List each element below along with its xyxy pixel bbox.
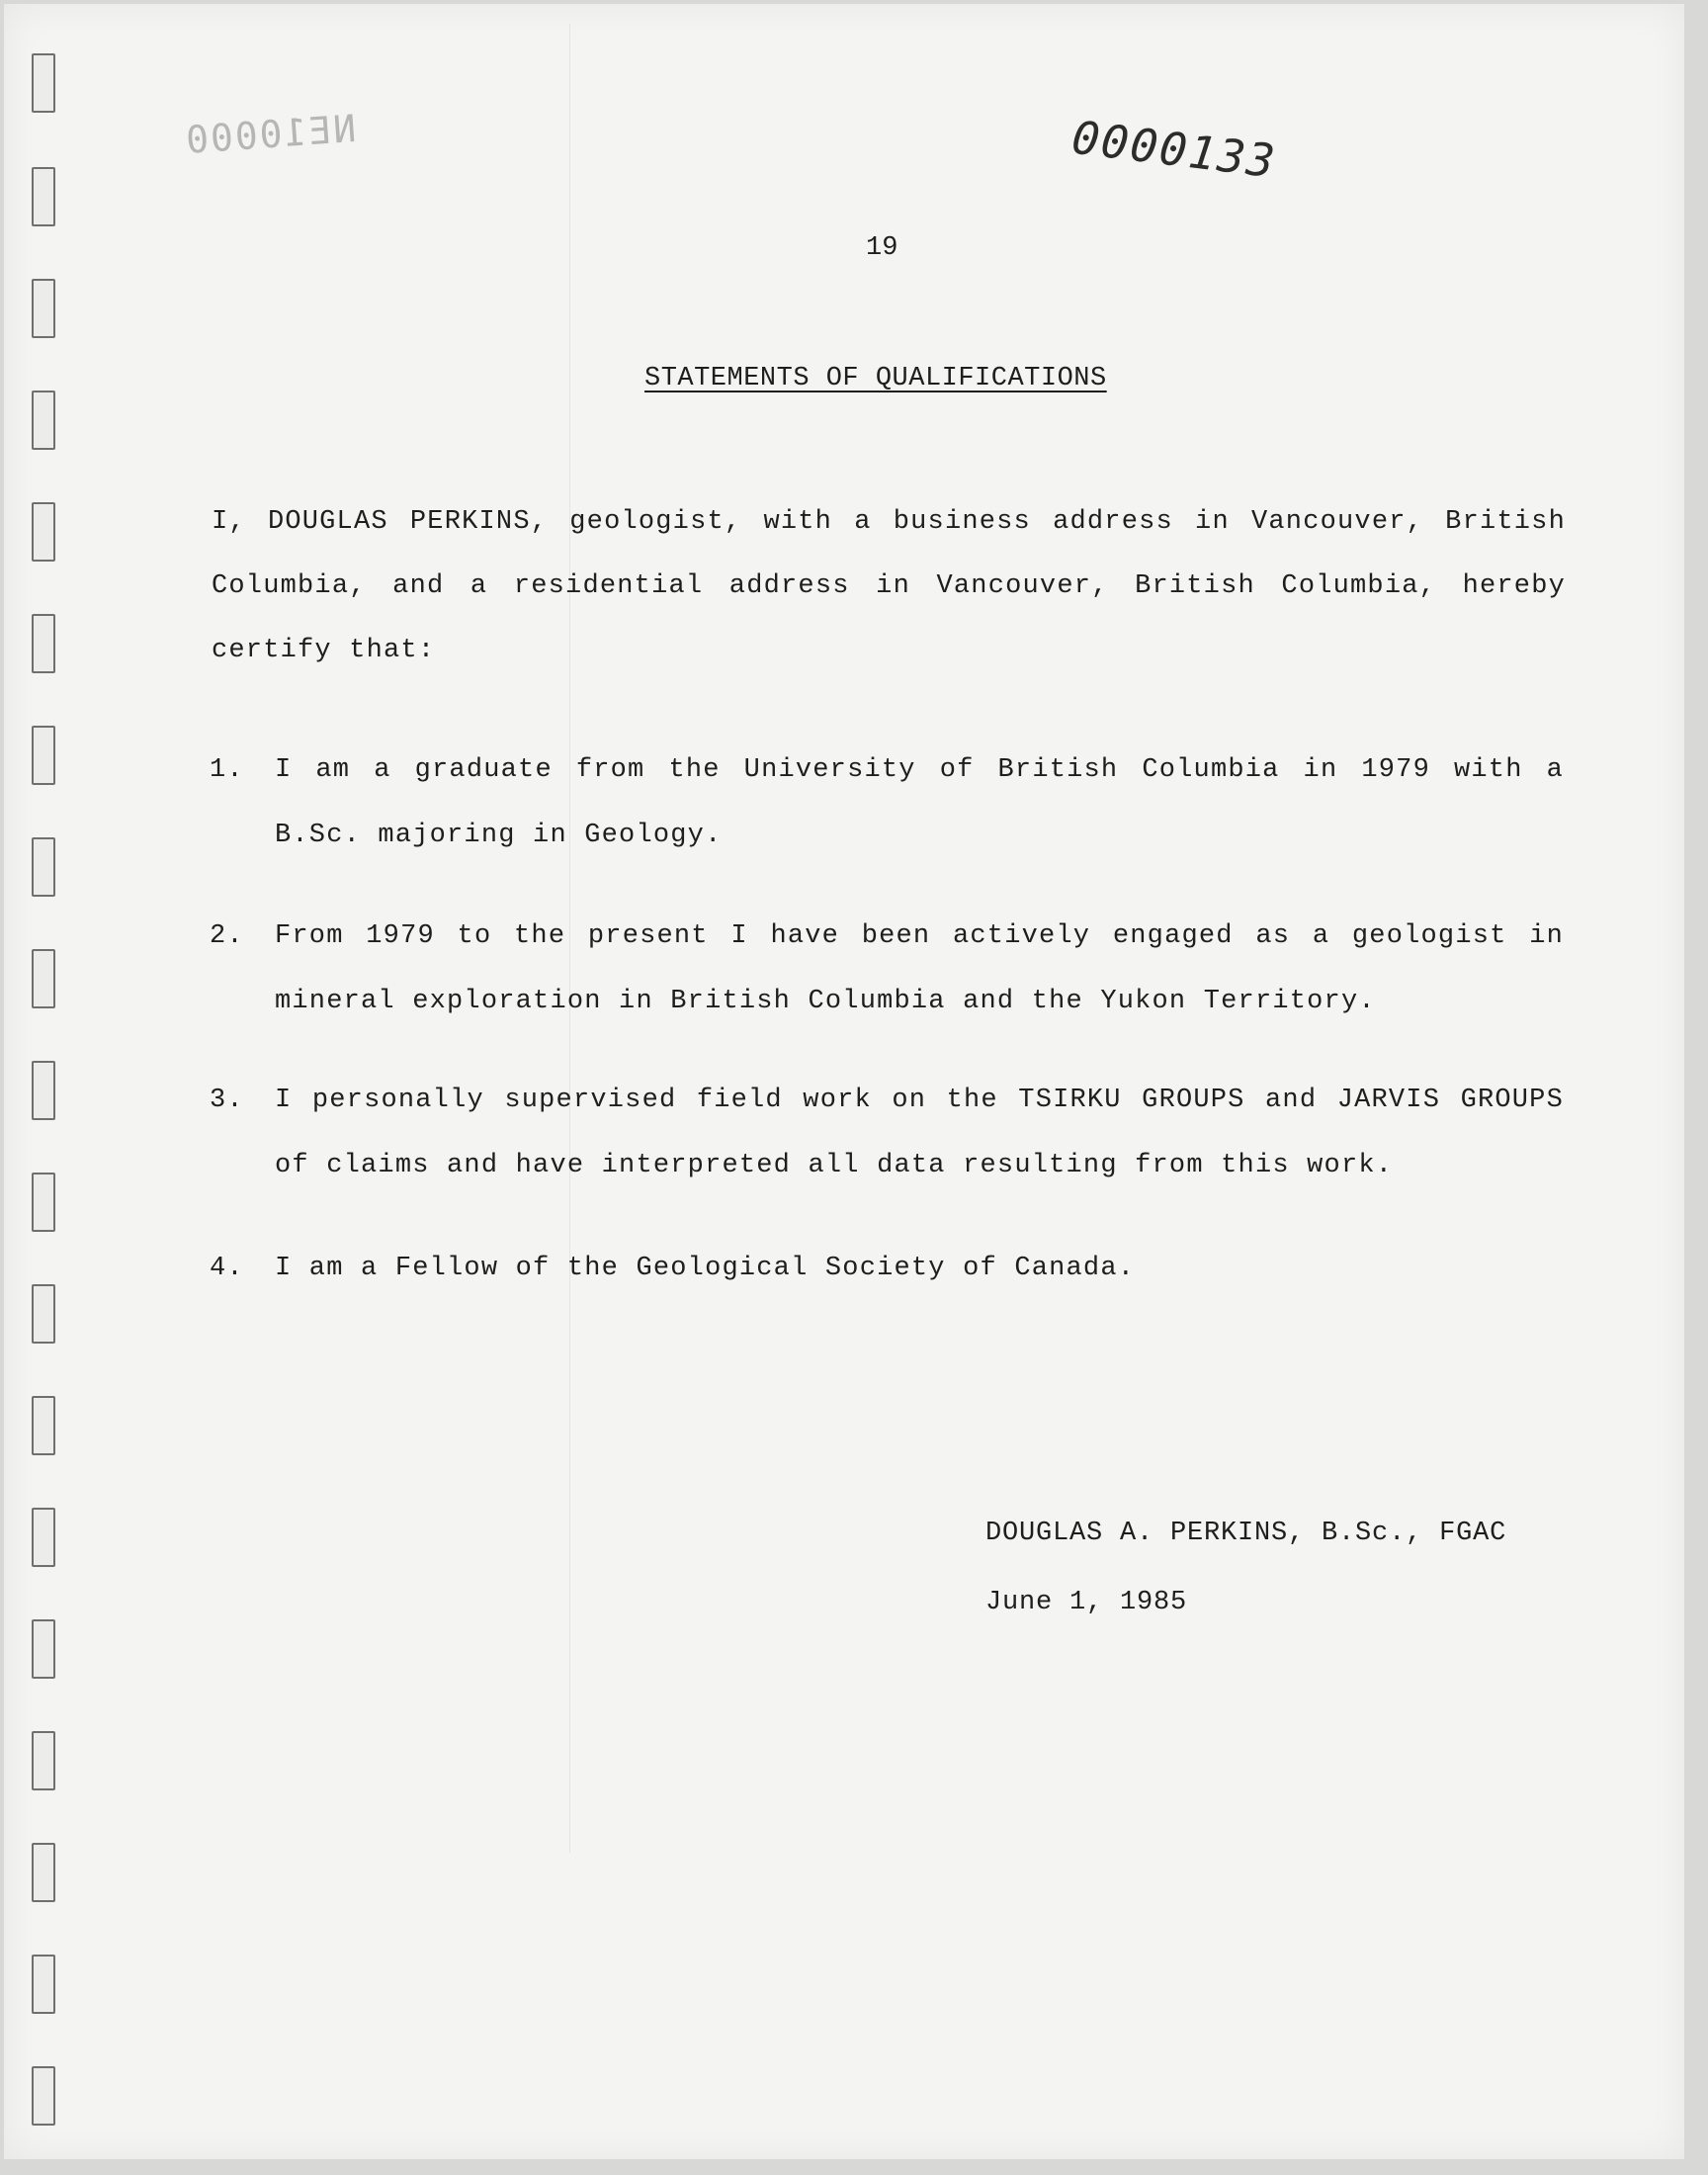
- binder-hole: [32, 53, 55, 113]
- list-item-text: I am a graduate from the University of British Columbia in 1979 with a B.Sc. majoring in Geology.: [275, 755, 1564, 850]
- binder-hole: [32, 391, 55, 450]
- binder-hole: [32, 1843, 55, 1902]
- signature-name: DOUGLAS A. PERKINS, B.Sc., FGAC: [985, 1519, 1507, 1548]
- intro-paragraph: I, DOUGLAS PERKINS, geologist, with a business address in Vancouver, British Columbia, and a residential address in Vancouver, British Columbia, hereby certify that:: [212, 507, 1566, 665]
- binder-hole: [32, 1955, 55, 2014]
- page-title: STATEMENTS OF QUALIFICATIONS: [644, 364, 1107, 393]
- faded-stamp-number: NE10000: [182, 106, 358, 163]
- list-item: [210, 1068, 1564, 1198]
- binder-hole: [32, 502, 55, 562]
- binder-hole: [32, 1508, 55, 1567]
- binder-hole: [32, 2066, 55, 2126]
- signature-date: June 1, 1985: [985, 1588, 1188, 1617]
- list-item-text: I personally supervised field work on the TSIRKU GROUPS and JARVIS GROUPS of claims and have interpreted all data resulting from this work.: [275, 1086, 1564, 1180]
- binder-hole: [32, 167, 55, 226]
- binder-hole: [32, 1396, 55, 1455]
- document-page: [4, 4, 1684, 2159]
- list-item-text: I am a Fellow of the Geological Society of Canada.: [275, 1254, 1136, 1283]
- list-item-number: 1.: [210, 755, 244, 785]
- list-item: [210, 738, 1564, 868]
- binder-holes: [28, 4, 57, 2159]
- binder-hole: [32, 726, 55, 785]
- list-item: [210, 1236, 1564, 1301]
- binder-hole: [32, 1731, 55, 1790]
- binder-hole: [32, 1619, 55, 1679]
- list-item-number: 3.: [210, 1086, 244, 1115]
- binder-hole: [32, 949, 55, 1008]
- binder-hole: [32, 279, 55, 338]
- document-stamp-number: 0000133: [1068, 110, 1280, 189]
- binder-hole: [32, 837, 55, 897]
- page-number: 19: [866, 233, 898, 263]
- list-item-text: From 1979 to the present I have been actively engaged as a geologist in mineral exploration in British Columbia and the Yukon Territory.: [275, 921, 1564, 1016]
- list-item-number: 4.: [210, 1254, 244, 1283]
- list-item-number: 2.: [210, 921, 244, 951]
- binder-hole: [32, 1284, 55, 1344]
- binder-hole: [32, 1061, 55, 1120]
- binder-hole: [32, 614, 55, 673]
- binder-hole: [32, 1173, 55, 1232]
- list-item: [210, 904, 1564, 1034]
